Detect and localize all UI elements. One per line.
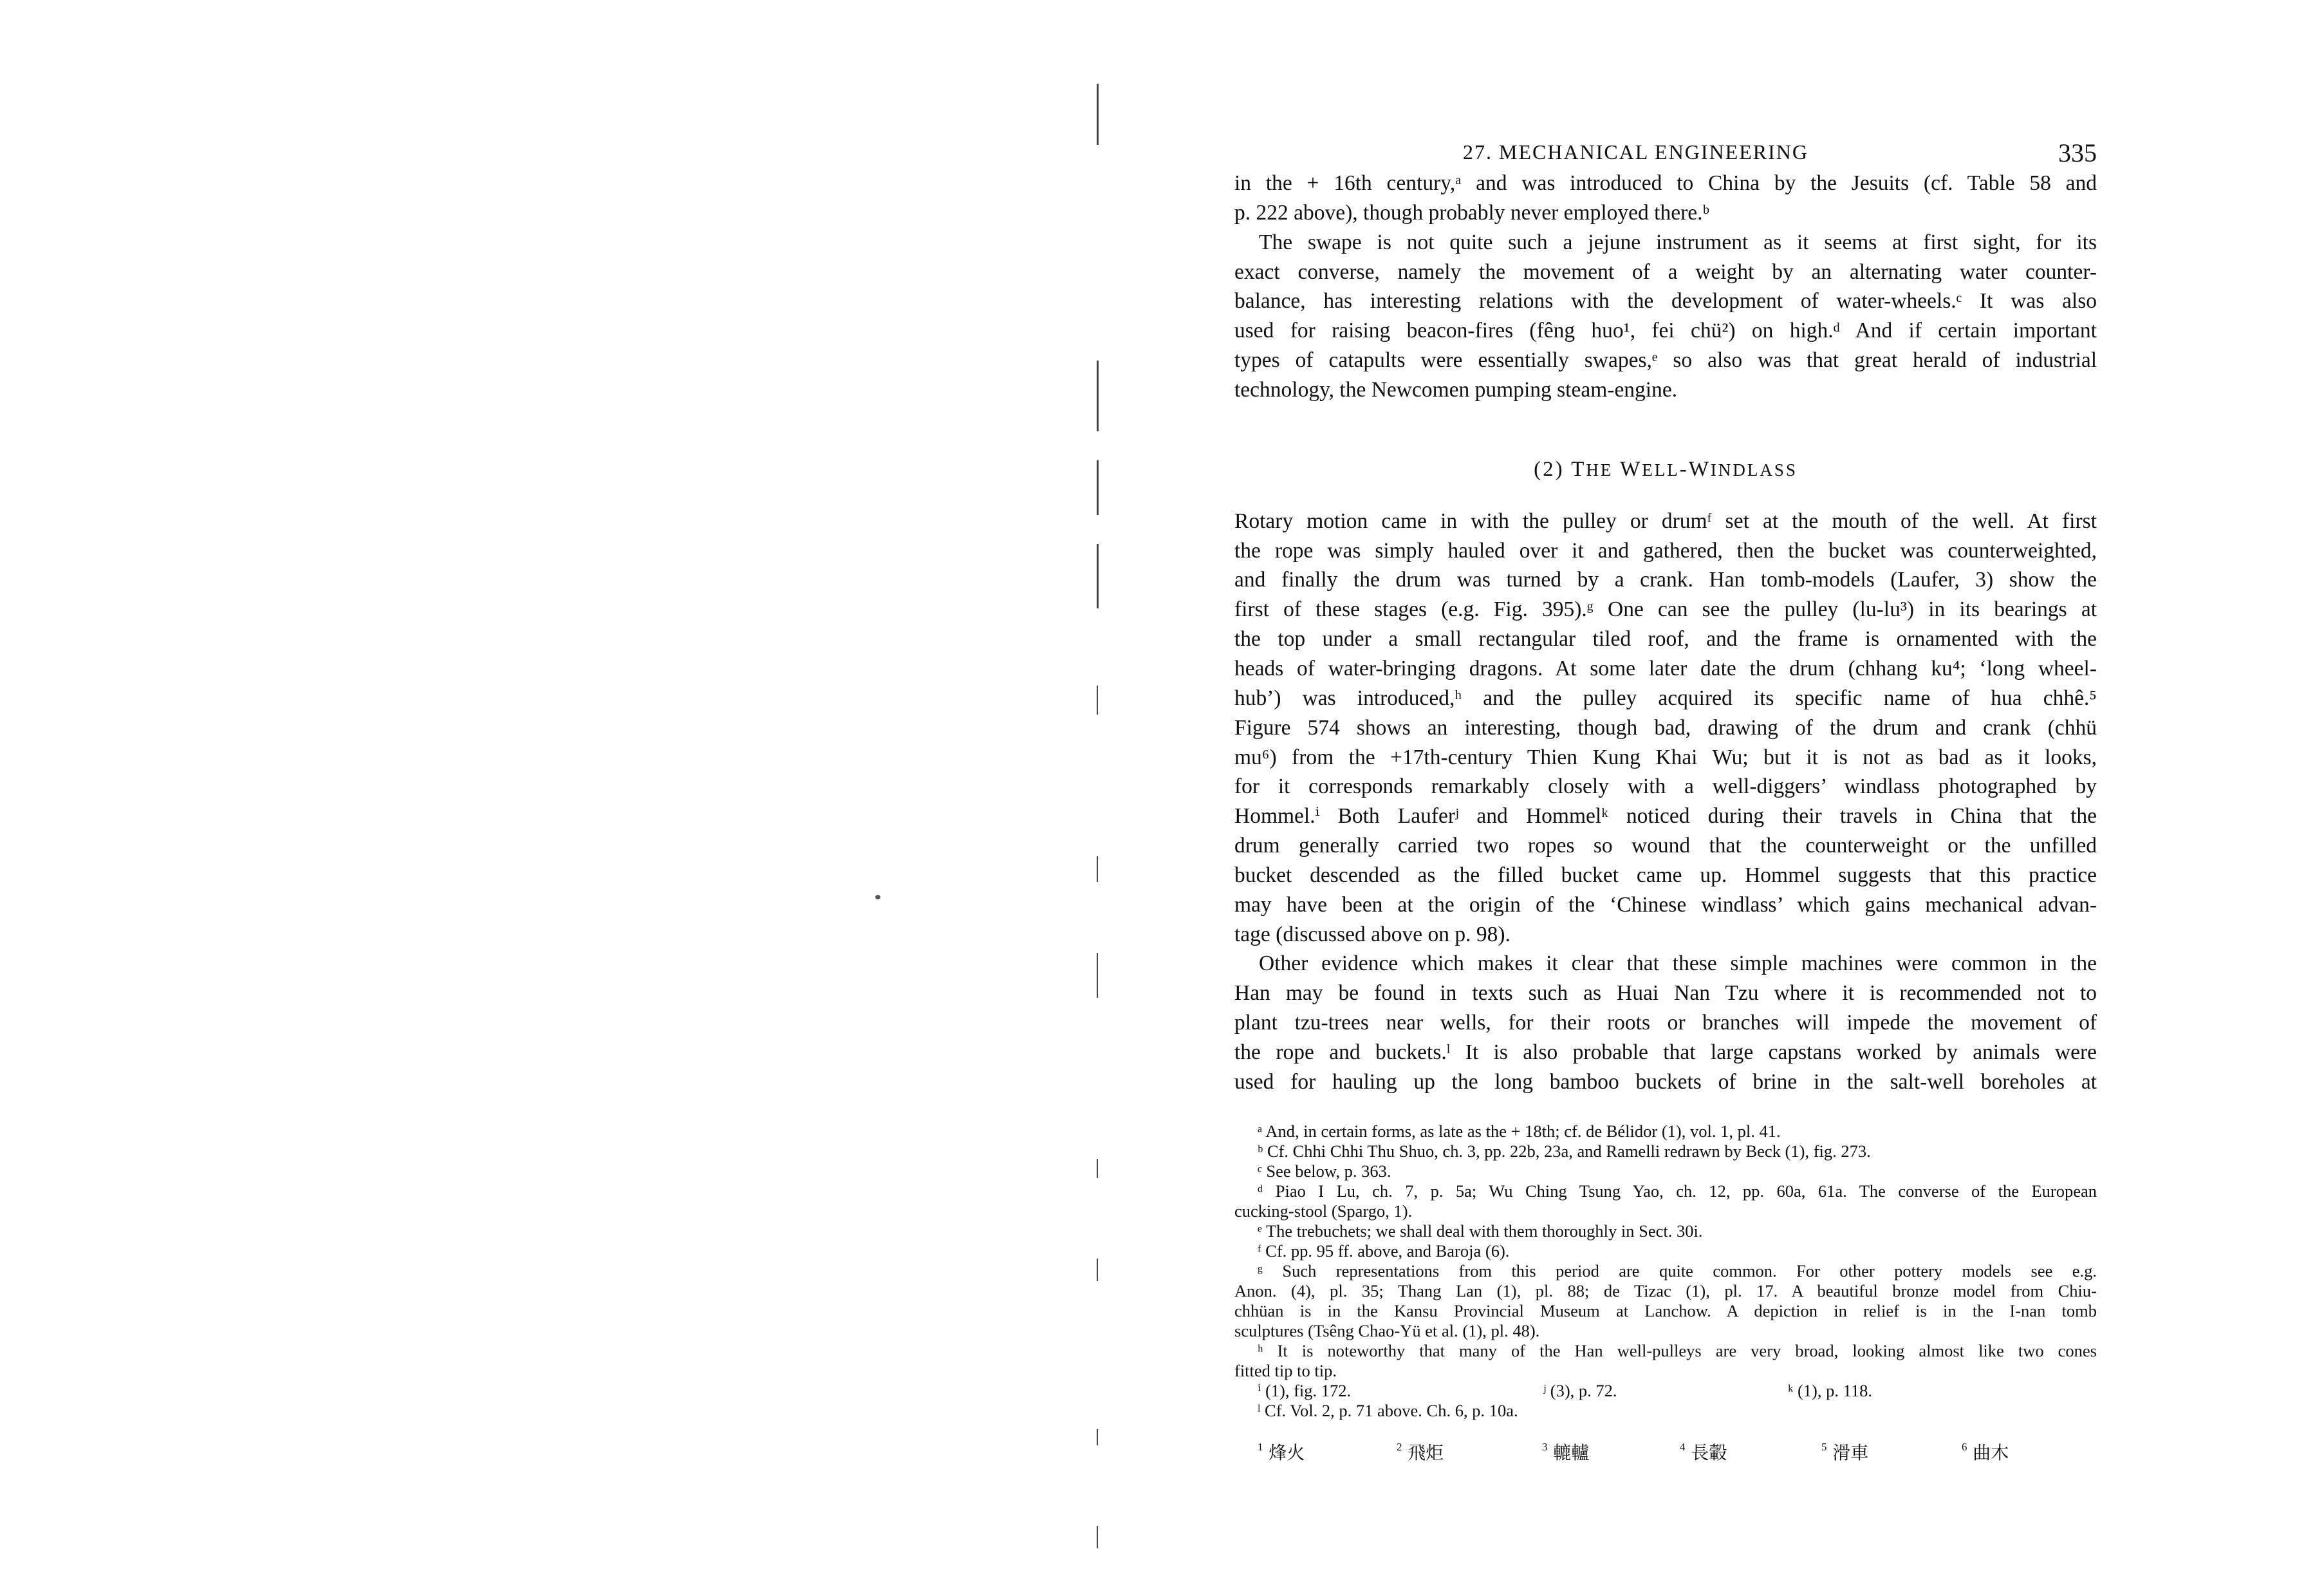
chinese-characters: 烽火	[1269, 1441, 1305, 1463]
entry-number: 3	[1542, 1441, 1548, 1454]
footnote: Anon. (4), pl. 35; Thang Lan (1), pl. 88; de Tizac (1), pl. 17. A beautiful bronze model from Chiu-	[1234, 1280, 2097, 1300]
text-line: for it corresponds remarkably closely with a well-diggers’ windlass photographed by	[1234, 774, 2097, 799]
text-line: Other evidence which makes it clear that these simple machines were common in the	[1259, 952, 2097, 976]
entry-number: 5	[1821, 1441, 1827, 1454]
chinese-characters: 飛炬	[1408, 1441, 1444, 1463]
heading-word: WELL-WINDLASS	[1620, 457, 1798, 481]
entry-number: 6	[1962, 1441, 1967, 1454]
running-title: 27. MECHANICAL ENGINEERING	[1463, 140, 1808, 164]
text-line: first of these stages (e.g. Fig. 395).ᵍ One can see the pulley (lu-lu³) in its bearings at	[1234, 597, 2097, 622]
text-line: The swape is not quite such a jejune instrument as it seems at first sight, for its	[1259, 230, 2097, 254]
footnote: ᵍ Such representations from this period are quite common. For other pottery models see e.g.	[1258, 1261, 2097, 1280]
text-line: mu⁶) from the +17th-century Thien Kung Khai Wu; but it is not as bad as it looks,	[1234, 745, 2097, 769]
text-line: types of catapults were essentially swapes,ᵉ so also was that great herald of industrial	[1234, 348, 2097, 373]
gutter-mark	[1097, 1429, 1098, 1445]
text-line: may have been at the origin of the ‘Chinese windlass’ which gains mechanical advan-	[1234, 892, 2097, 917]
heading-smallcaps: INDLASS	[1710, 460, 1798, 480]
text-line: the rope was simply hauled over it and gathered, then the bucket was counterweighted,	[1234, 538, 2097, 563]
footnote: ᵉ The trebuchets; we shall deal with them thoroughly in Sect. 30i.	[1258, 1221, 1703, 1241]
text-line: balance, has interesting relations with the development of water-wheels.ᶜ It was also	[1234, 289, 2097, 314]
footnote: ⁱ (1), fig. 172.	[1258, 1380, 1352, 1400]
text-line: used for raising beacon-fires (fêng huo¹, fei chü²) on high.ᵈ And if certain important	[1234, 319, 2097, 343]
footnote: fitted tip to tip.	[1234, 1360, 1337, 1380]
gutter-mark	[1097, 84, 1099, 145]
entry-number: 2	[1397, 1441, 1402, 1454]
gutter-mark	[1097, 953, 1098, 998]
section-heading	[1234, 455, 2097, 484]
footnote: ᶠ Cf. pp. 95 ff. above, and Baroja (6).	[1258, 1241, 1510, 1261]
running-head	[1234, 138, 2097, 169]
footnote: chhüan is in the Kansu Provincial Museum at Lanchow. A depiction in relief is in the I-nan tomb	[1234, 1300, 2097, 1320]
entry-number: 1	[1258, 1441, 1263, 1454]
gutter-mark	[1097, 1526, 1098, 1548]
heading-initial: W	[1688, 457, 1711, 481]
gutter-mark	[1097, 686, 1098, 715]
paragraph-block-top	[1234, 169, 2097, 405]
footnote: ᵃ And, in certain forms, as late as the + 18th; cf. de Bélidor (1), vol. 1, pl. 41.	[1258, 1121, 1781, 1141]
text-line: in the + 16th century,ᵃ and was introduced to China by the Jesuits (cf. Table 58 and	[1234, 171, 2097, 195]
gutter-mark	[1097, 856, 1098, 882]
text-line: plant tzu-trees near wells, for their roots or branches will impede the movement of	[1234, 1011, 2097, 1035]
gutter-mark	[1097, 544, 1099, 608]
heading-smallcaps: HE	[1586, 460, 1613, 480]
footnote: ˡ Cf. Vol. 2, p. 71 above. Ch. 6, p. 10a.	[1258, 1400, 1518, 1420]
chinese-characters: 長轂	[1691, 1441, 1727, 1463]
footnote: ʲ (3), p. 72.	[1543, 1380, 1617, 1400]
heading-word	[1571, 458, 1613, 481]
gutter-mark	[1097, 361, 1099, 431]
character-entry	[1258, 1439, 1305, 1465]
text-line: used for hauling up the long bamboo buckets of brine in the salt-well boreholes at	[1234, 1069, 2097, 1094]
text-line: p. 222 above), though probably never employed there.ᵇ	[1234, 200, 1709, 225]
footnote: sculptures (Tsêng Chao-Yü et al. (1), pl. 48).	[1234, 1320, 1540, 1340]
section-number: (2)	[1534, 457, 1565, 481]
footnote: ᵇ Cf. Chhi Chhi Thu Shuo, ch. 3, pp. 22b, 23a, and Ramelli redrawn by Beck (1), fig. 273.	[1258, 1141, 1871, 1161]
heading-initial: W	[1620, 457, 1642, 481]
heading-smallcaps: ELL	[1642, 460, 1680, 480]
book-page	[1234, 138, 2097, 1470]
character-entry	[1821, 1439, 1868, 1465]
footnote: ᵈ Piao I Lu, ch. 7, p. 5a; Wu Ching Tsung Yao, ch. 12, pp. 60a, 61a. The converse of the European	[1258, 1181, 2097, 1201]
text-line: Han may be found in texts such as Huai Nan Tzu where it is recommended not to	[1234, 981, 2097, 1006]
text-line: bucket descended as the filled bucket came up. Hommel suggests that this practice	[1234, 863, 2097, 887]
character-entry	[1397, 1439, 1444, 1465]
text-line: drum generally carried two ropes so wound that the counterweight or the unfilled	[1234, 834, 2097, 858]
entry-number: 4	[1680, 1441, 1686, 1454]
chinese-character-list	[1234, 1439, 2097, 1470]
text-line: Figure 574 shows an interesting, though bad, drawing of the drum and crank (chhü	[1234, 715, 2097, 740]
footnote: ʰ It is noteworthy that many of the Han well-pulleys are very broad, looking almost like two cones	[1258, 1340, 2097, 1360]
text-line: heads of water-bringing dragons. At some later date the drum (chhang ku⁴; ‘long wheel-	[1234, 656, 2097, 680]
text-line: Hommel.ⁱ Both Lauferʲ and Hommelᵏ noticed during their travels in China that the	[1234, 804, 2097, 829]
chinese-characters: 滑車	[1832, 1441, 1869, 1463]
chinese-characters: 轆轤	[1553, 1441, 1590, 1463]
footnote: ᶜ See below, p. 363.	[1258, 1161, 1391, 1181]
footnotes	[1234, 1121, 2097, 1421]
text-line: Rotary motion came in with the pulley or drumᶠ set at the mouth of the well. At first	[1234, 509, 2097, 533]
text-line: hub’) was introduced,ʰ and the pulley acquired its specific name of hua chhê.⁵	[1234, 686, 2097, 710]
text-line: technology, the Newcomen pumping steam-engine.	[1234, 377, 1678, 402]
text-line: and finally the drum was turned by a crank. Han tomb-models (Laufer, 3) show the	[1234, 568, 2097, 592]
text-line: the rope and buckets.ˡ It is also probable that large capstans worked by animals were	[1234, 1040, 2097, 1064]
page-gutter	[1093, 0, 1103, 1585]
gutter-mark	[1097, 1159, 1098, 1178]
character-entry	[1680, 1439, 1727, 1465]
text-line: the top under a small rectangular tiled roof, and the frame is ornamented with the	[1234, 627, 2097, 652]
chinese-characters: 曲木	[1973, 1441, 2009, 1463]
character-entry	[1962, 1439, 2009, 1465]
page-number: 335	[2058, 138, 2097, 167]
gutter-mark	[1097, 460, 1099, 515]
gutter-mark	[1097, 1259, 1098, 1281]
footnote: cucking-stool (Spargo, 1).	[1234, 1201, 1413, 1221]
speck	[875, 895, 880, 899]
heading-initial: T	[1571, 457, 1586, 481]
text-line: exact converse, namely the movement of a weight by an alternating water counter-	[1234, 259, 2097, 284]
footnote: ᵏ (1), p. 118.	[1788, 1380, 1873, 1400]
paragraph-block-main	[1234, 507, 2097, 1097]
character-entry	[1542, 1439, 1589, 1465]
footnote-triple	[1234, 1381, 2097, 1401]
text-line: tage (discussed above on p. 98).	[1234, 922, 1511, 946]
